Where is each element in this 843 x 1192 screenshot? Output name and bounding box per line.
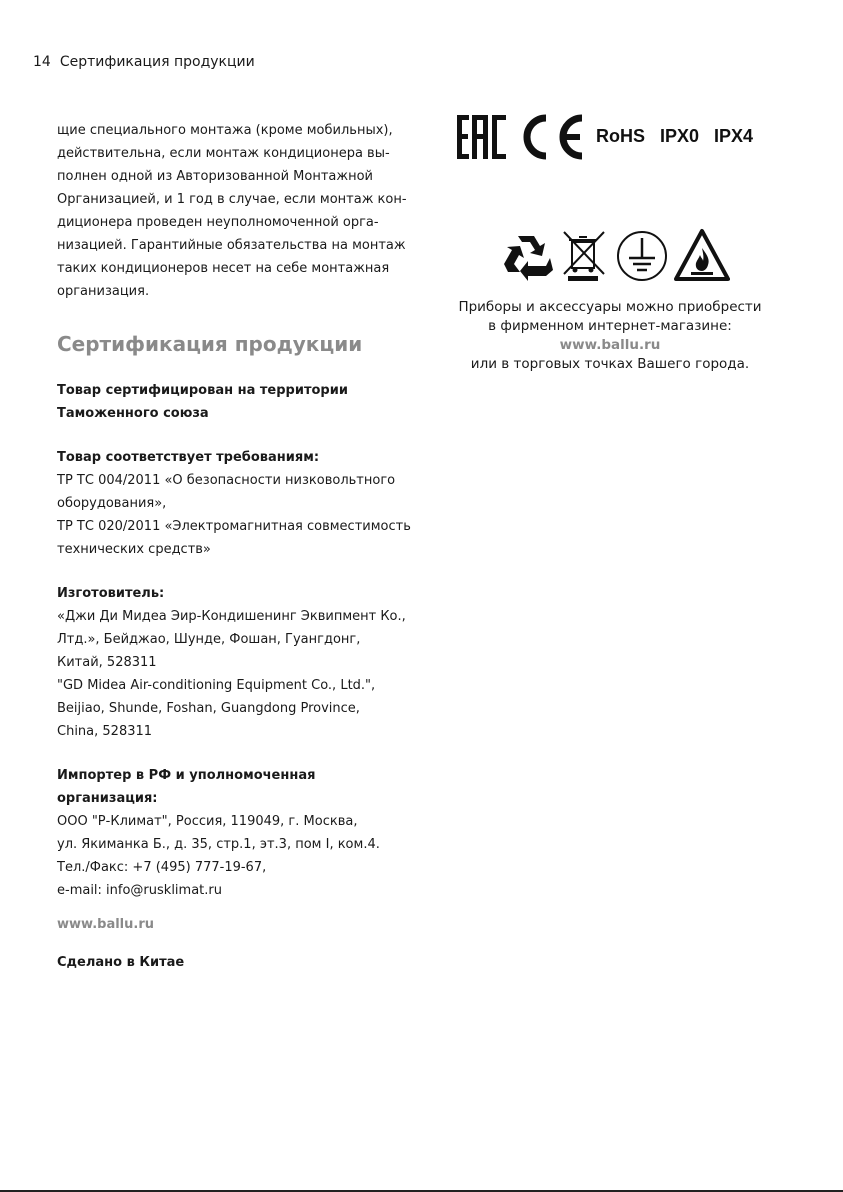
purchase-line: в фирменном интернет-магазине:: [488, 318, 732, 334]
manufacturer-title: Изготовитель:: [57, 586, 165, 601]
section-title: Сертификация продукции: [57, 332, 363, 356]
purchase-site-link[interactable]: www.ballu.ru: [559, 337, 661, 353]
requirements-line: ТР ТС 004/2011 «О безопасности низковольтного: [57, 473, 396, 488]
purchase-line: или в торговых точках Вашего города.: [470, 356, 750, 372]
importer-title: организация:: [57, 791, 158, 806]
manufacturer-block: [57, 582, 409, 743]
intro-line: щие специального монтажа (кроме мобильных),: [57, 123, 393, 138]
ce-mark-icon: [516, 114, 588, 160]
left-column: [57, 119, 409, 974]
intro-line: низацией. Гарантийные обязательства на монтаж: [57, 238, 406, 253]
certified-line: Таможенного союза: [57, 406, 209, 421]
recycle-icon: [498, 228, 554, 284]
manufacturer-line: Beijiao, Shunde, Foshan, Guangdong Province,: [57, 701, 360, 716]
importer-line: ООО "Р-Климат", Россия, 119049, г. Москва,: [57, 814, 358, 829]
importer-line: Тел./Факс: +7 (495) 777-19-67,: [57, 860, 267, 875]
intro-line: таких кондиционеров несет на себе монтажная: [57, 261, 390, 276]
manufacturer-line: China, 528311: [57, 724, 153, 739]
rohs-mark: RoHS: [596, 126, 645, 146]
requirements-line: оборудования»,: [57, 496, 167, 511]
ipx4-mark: IPX4: [714, 126, 754, 146]
importer-line: ул. Якиманка Б., д. 35, стр.1, эт.3, пом I, ком.4.: [57, 837, 380, 852]
requirements-block: [57, 446, 409, 561]
requirements-title: Товар соответствует требованиям:: [57, 450, 320, 465]
purchase-line: Приборы и аксессуары можно приобрести: [458, 299, 762, 315]
manufacturer-line: "GD Midea Air-conditioning Equipment Co., Ltd.",: [57, 678, 376, 693]
manufacturer-line: Китай, 528311: [57, 655, 157, 670]
intro-line: полнен одной из Авторизованной Монтажной: [57, 169, 373, 184]
symbol-icons: [498, 228, 728, 284]
purchase-info: [450, 298, 770, 374]
importer-block: [57, 764, 409, 902]
made-in: Сделано в Китае: [57, 955, 185, 970]
intro-line: действительна, если монтаж кондиционера вы-: [57, 146, 390, 161]
ipx0-mark: IPX0: [660, 126, 700, 146]
intro-line: организация.: [57, 284, 150, 299]
importer-title: Импортер в РФ и уполномоченная: [57, 768, 316, 783]
certification-marks: [456, 114, 766, 164]
flammable-warning-icon: [674, 228, 730, 284]
intro-line: диционера проведен неуполномоченной орга-: [57, 215, 379, 230]
requirements-line: ТР ТС 020/2011 «Электромагнитная совместимость: [57, 519, 411, 534]
certified-line: Товар сертифицирован на территории: [57, 383, 348, 398]
manufacturer-line: Лтд.», Бейджао, Шунде, Фошан, Гуангдонг,: [57, 632, 361, 647]
eac-mark-icon: [456, 114, 508, 160]
certified-block: [57, 379, 409, 425]
manufacturer-line: «Джи Ди Мидеа Эир-Кондишенинг Эквипмент Ко.,: [57, 609, 406, 624]
intro-paragraph: [57, 119, 409, 303]
header-section-title: Сертификация продукции: [59, 54, 255, 70]
intro-line: Организацией, и 1 год в случае, если монтаж кон-: [57, 192, 407, 207]
page-header: [33, 54, 255, 70]
crossed-bin-icon: [556, 228, 612, 284]
importer-line: e-mail: info@rusklimat.ru: [57, 883, 222, 898]
website-link[interactable]: www.ballu.ru: [57, 917, 154, 932]
protective-earth-icon: [614, 228, 670, 284]
page-number: 14: [33, 54, 51, 70]
requirements-line: технических средств»: [57, 542, 211, 557]
